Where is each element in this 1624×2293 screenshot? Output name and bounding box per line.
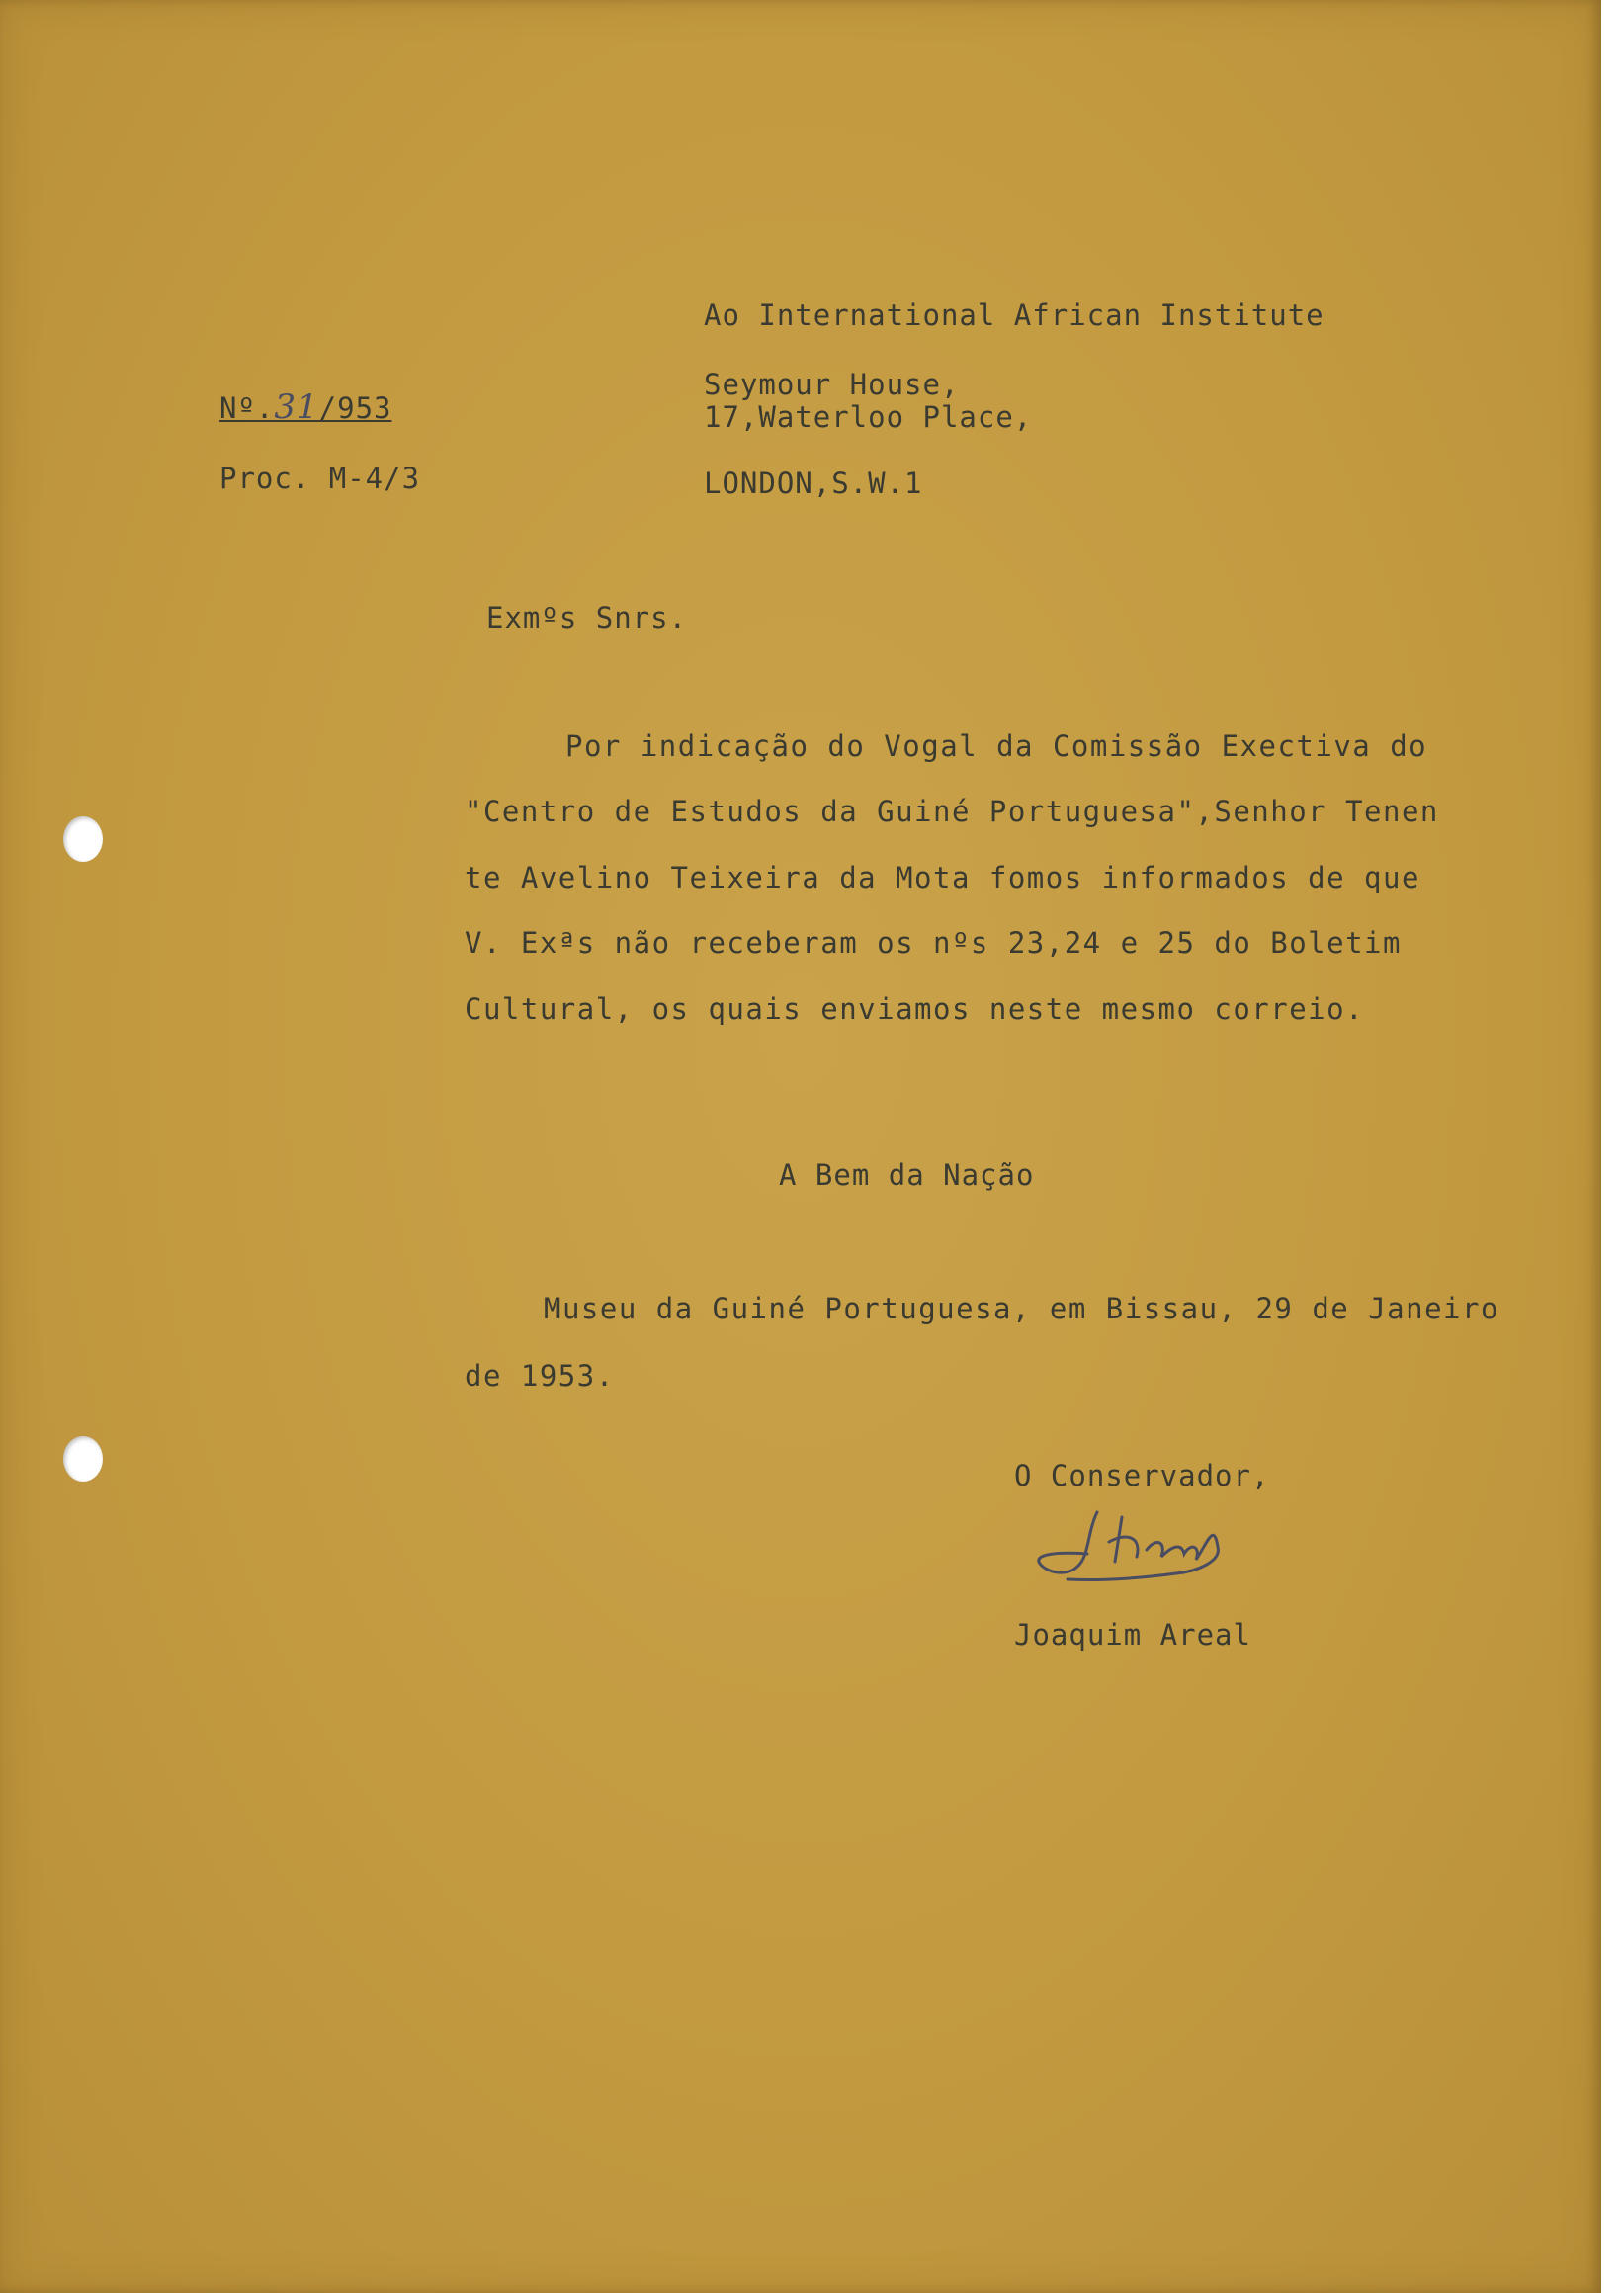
- signatory-name: Joaquim Areal: [1014, 1618, 1251, 1652]
- body-line-4: V. Exªs não receberam os nºs 23,24 e 25 do Boletim: [465, 926, 1402, 960]
- reference-number: [219, 387, 392, 427]
- body-line-2: "Centro de Estudos da Guiné Portuguesa",Senhor Tenen: [465, 795, 1439, 828]
- addressee-line-2: Seymour House,: [704, 368, 960, 401]
- punch-hole-top: [63, 816, 103, 862]
- reference-handwritten-number: 31: [274, 387, 319, 427]
- reference-prefix: Nº.: [219, 391, 275, 425]
- addressee-line-4: LONDON,S.W.1: [704, 467, 923, 500]
- reference-year: /953: [318, 391, 392, 425]
- body-line-1: Por indicação do Vogal da Comissão Exectiva do: [565, 729, 1428, 763]
- place-date-line-2: de 1953.: [465, 1359, 615, 1393]
- addressee-line-3: 17,Waterloo Place,: [704, 400, 1033, 434]
- body-line-3: te Avelino Teixeira da Mota fomos informados de que: [465, 861, 1420, 894]
- punch-hole-bottom: [63, 1436, 103, 1482]
- process-reference: Proc. M-4/3: [219, 462, 421, 495]
- closing-motto: A Bem da Nação: [779, 1158, 1035, 1192]
- signatory-title: O Conservador,: [1014, 1459, 1270, 1492]
- place-date-line-1: Museu da Guiné Portuguesa, em Bissau, 29 de Janeiro: [544, 1292, 1499, 1325]
- salutation: Exmºs Snrs.: [486, 601, 688, 635]
- body-line-5: Cultural, os quais enviamos neste mesmo correio.: [465, 992, 1365, 1026]
- handwritten-signature: [1028, 1502, 1285, 1591]
- addressee-line-1: Ao International African Institute: [704, 298, 1325, 332]
